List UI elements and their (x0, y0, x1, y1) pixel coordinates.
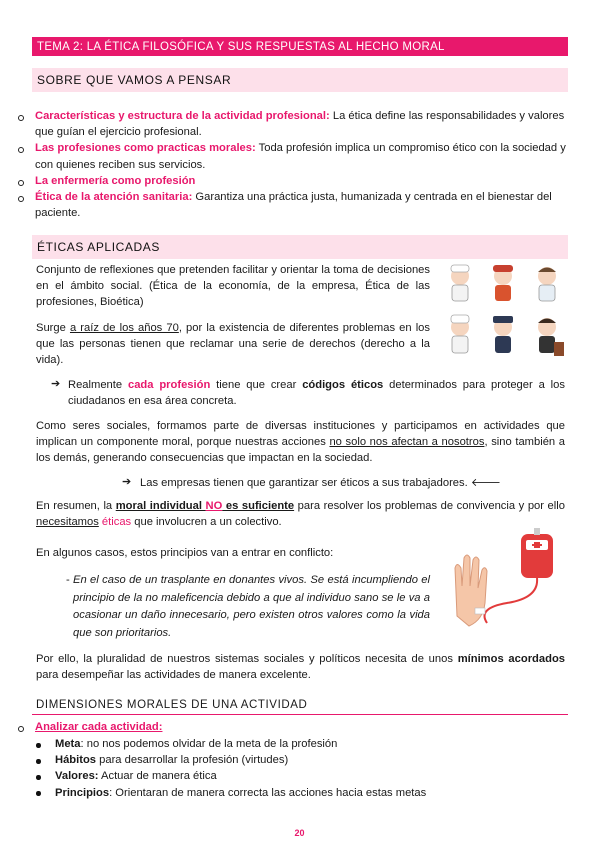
arrow-icon: ➔ (51, 378, 61, 390)
list-item: Meta: no nos podemos olvidar de la meta de la profesión (55, 738, 338, 750)
list-item: Hábitos para desarrollar la profesión (virtudes) (55, 754, 289, 767)
intro-list (18, 108, 570, 222)
list-item: Principios: Orientaran de manera correcta las acciones hacia estas metas (55, 786, 427, 799)
professionals-illustration (444, 262, 566, 362)
bullet-icon (36, 743, 41, 748)
bullet-icon (18, 147, 24, 153)
bullet-icon (18, 115, 24, 121)
dimensiones-list (36, 736, 566, 801)
eticas-paragraph-1: Conjunto de reflexiones que pretenden facilitar y orientar la toma de decisiones en el ámbito social. (Ética de la economía, de la empresa, Ética de las profesiones, Bioética) (36, 264, 430, 309)
list-item: Las profesiones como practicas morales: Toda profesión implica un compromiso ético con la sociedad y con quienes reciben sus servicios. (35, 142, 566, 171)
bullet-icon (36, 791, 41, 796)
bullet-icon (36, 759, 41, 764)
list-item: Ética de la atención sanitaria: Garantiza una práctica justa, humanizada y centrada en el bienestar del paciente. (35, 191, 552, 220)
list-item: La enfermería como profesión (35, 174, 196, 187)
bullet-icon (36, 775, 41, 780)
bullet-icon (18, 180, 24, 186)
arrow-paragraph-2: Las empresas tienen que garantizar ser éticos a sus trabajadores. 🡐 (140, 477, 501, 489)
arrow-icon: ➔ (122, 476, 132, 488)
bullet-icon (18, 726, 24, 732)
example-paragraph: En el caso de un trasplante en donantes vivos. Se está incumpliendo el principio de la no maleficencia debido a que al individuo sano se le va a ocasionar un daño innecesario, pero existen otros valores como la vida que son prioritarios. (73, 574, 430, 640)
page-title: TEMA 2: LA ÉTICA FILOSÓFICA Y SUS RESPUESTAS AL HECHO MORAL (32, 37, 568, 56)
section-header-sobre: SOBRE QUE VAMOS A PENSAR (32, 68, 568, 92)
list-item: Valores: Actuar de manera ética (55, 770, 217, 783)
section-header-eticas: ÉTICAS APLICADAS (32, 235, 568, 259)
bullet-icon (18, 196, 24, 202)
arrow-left-icon: 🡐 (470, 477, 501, 489)
eticas-paragraph-5: En algunos casos, estos principios van a entrar en conflicto: (36, 547, 334, 559)
dash-marker: - (66, 574, 70, 586)
blood-bag-hand-illustration (447, 528, 565, 628)
arrow-paragraph-1: Realmente cada profesión tiene que crear códigos éticos determinados para proteger a los ciudadanos en esa área concreta. (68, 379, 565, 408)
eticas-paragraph-4: En resumen, la moral individual NO es suficiente para resolver los problemas de convivencia y por ello necesitamos éticas que involucren a un colectivo. (36, 500, 565, 529)
eticas-paragraph-6: Por ello, la pluralidad de nuestros sistemas sociales y políticos necesita de unos mínimos acordados para desempeñar las actividades de manera excelente. (36, 653, 566, 682)
page-number: 20 (294, 828, 305, 838)
eticas-paragraph-2: Surge a raíz de los años 70, por la existencia de diferentes problemas en los que las personas tienen que reclamar una serie de derechos (derecho a la vida). (36, 322, 430, 367)
list-item: Características y estructura de la actividad profesional: La ética define las responsabilidades y valores que guían el ejercicio profesional. (35, 110, 565, 139)
dimensiones-title: Analizar cada actividad: (35, 721, 163, 733)
section-header-dimensiones: DIMENSIONES MORALES DE UNA ACTIVIDAD (32, 697, 568, 715)
eticas-paragraph-3: Como seres sociales, formamos parte de diversas instituciones y participamos en actividades que implican un componente moral, porque nuestras acciones no solo nos afectan a nosotros, sino también a los demás, generando consecuencias que impactan en la sociedad. (36, 420, 565, 465)
